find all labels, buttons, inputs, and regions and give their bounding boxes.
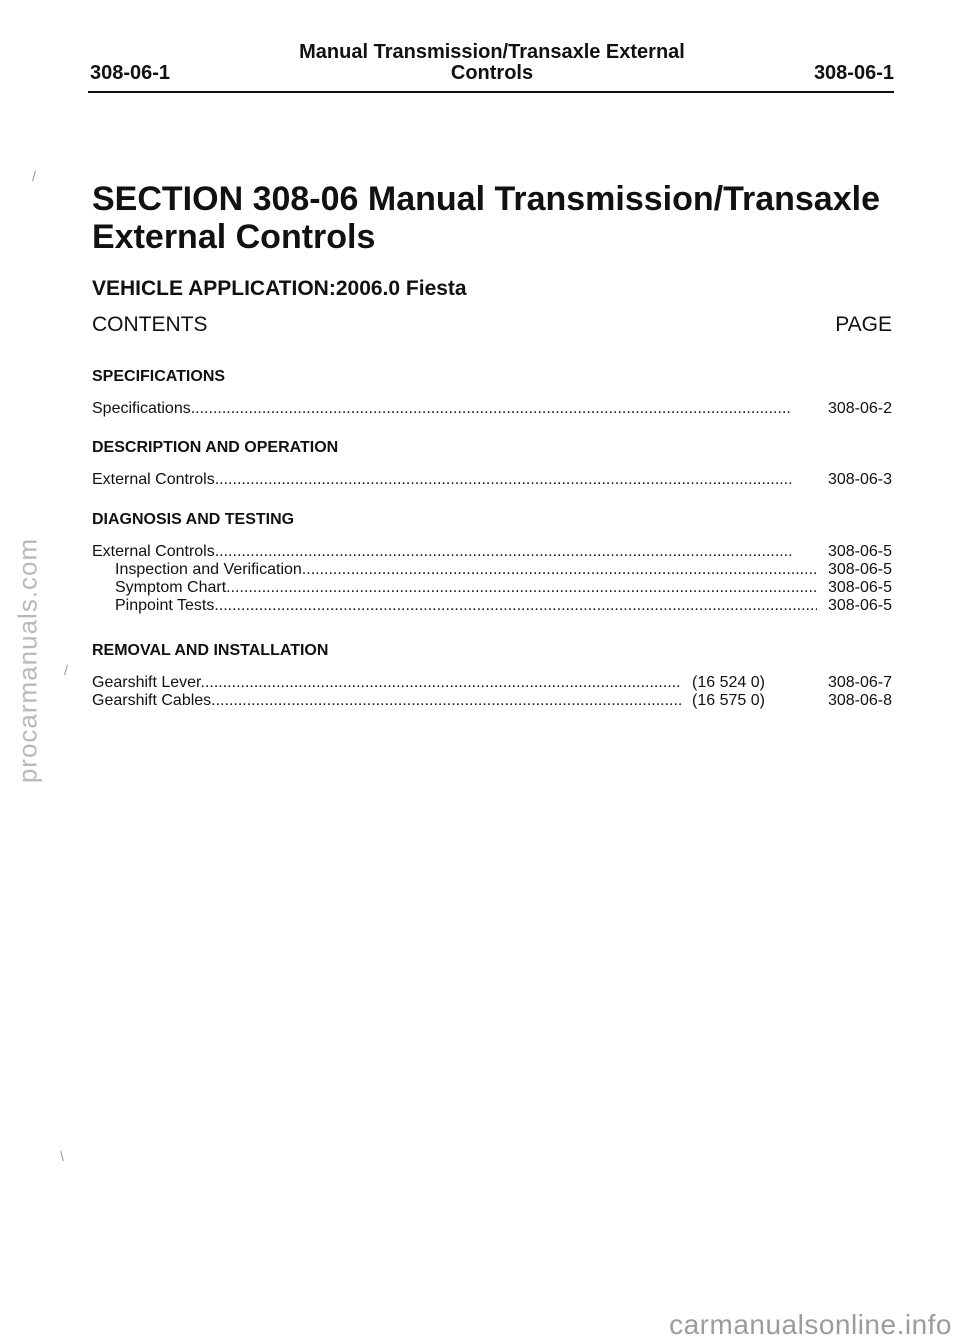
toc-entry[interactable]	[92, 471, 892, 489]
toc-entry-page: 308-06-5	[827, 543, 892, 560]
section-title-line2: External Controls	[92, 218, 376, 256]
toc-entry-page: 308-06-5	[827, 579, 892, 596]
toc-entry-label: Gearshift Cables .....	[92, 692, 682, 710]
contents-label: CONTENTS	[92, 313, 208, 336]
page-column-label: PAGE	[835, 313, 892, 336]
toc-group-diagnosis-testing	[92, 509, 892, 615]
toc-entry-label: Symptom Chart .....	[92, 579, 817, 597]
toc-heading: DIAGNOSIS AND TESTING	[92, 511, 295, 528]
toc-entry-label: Specifications .....	[92, 400, 792, 418]
toc-entry[interactable]	[92, 400, 892, 418]
toc-entry-page: 308-06-7	[827, 674, 892, 691]
toc-entry-page: 308-06-5	[827, 561, 892, 578]
toc-entry-ref: (16 524 0)	[692, 674, 765, 691]
toc-entry-page: 308-06-5	[827, 597, 892, 614]
section-title-line1: SECTION 308-06 Manual Transmission/Transaxle	[92, 180, 880, 218]
toc-entry[interactable]	[92, 692, 892, 710]
toc-entry[interactable]	[92, 561, 892, 579]
toc-group-specifications	[92, 366, 892, 418]
toc-heading: REMOVAL AND INSTALLATION	[92, 642, 329, 659]
toc-entry[interactable]	[92, 579, 892, 597]
toc-entry-ref: (16 575 0)	[692, 692, 765, 709]
header-page-number-left: 308-06-1	[90, 62, 171, 84]
toc-group-removal-installation	[92, 640, 892, 710]
toc-entry-label: External Controls .....	[92, 471, 792, 489]
header-title-line2: Controls	[450, 62, 534, 84]
toc-heading: SPECIFICATIONS	[92, 368, 226, 385]
toc-entry-page: 308-06-2	[827, 400, 892, 417]
scan-artifact: /	[64, 662, 68, 678]
vehicle-application: VEHICLE APPLICATION:2006.0 Fiesta	[92, 277, 467, 300]
toc-entry[interactable]	[92, 597, 892, 615]
side-watermark: procarmanuals.com	[12, 537, 43, 784]
toc-entry-label: Inspection and Verification .....	[92, 561, 817, 579]
header-title-line1: Manual Transmission/Transaxle External	[299, 41, 685, 63]
toc-entry-page: 308-06-3	[827, 471, 892, 488]
toc-entry-page: 308-06-8	[827, 692, 892, 709]
scan-artifact: \	[60, 1148, 64, 1164]
toc-entry[interactable]	[92, 543, 892, 561]
toc-group-description-operation	[92, 437, 892, 489]
toc-entry-label: Gearshift Lever .....	[92, 674, 682, 692]
toc-entry-label: External Controls .....	[92, 543, 792, 561]
scan-artifact: /	[32, 168, 36, 184]
header-divider	[88, 91, 894, 93]
toc-heading: DESCRIPTION AND OPERATION	[92, 439, 339, 456]
toc-entry-label: Pinpoint Tests .....	[92, 597, 817, 615]
section-title	[92, 180, 892, 256]
toc-entry[interactable]	[92, 674, 892, 692]
footer-watermark: carmanualsonline.info	[669, 1309, 952, 1340]
header-page-number-right: 308-06-1	[813, 62, 894, 84]
